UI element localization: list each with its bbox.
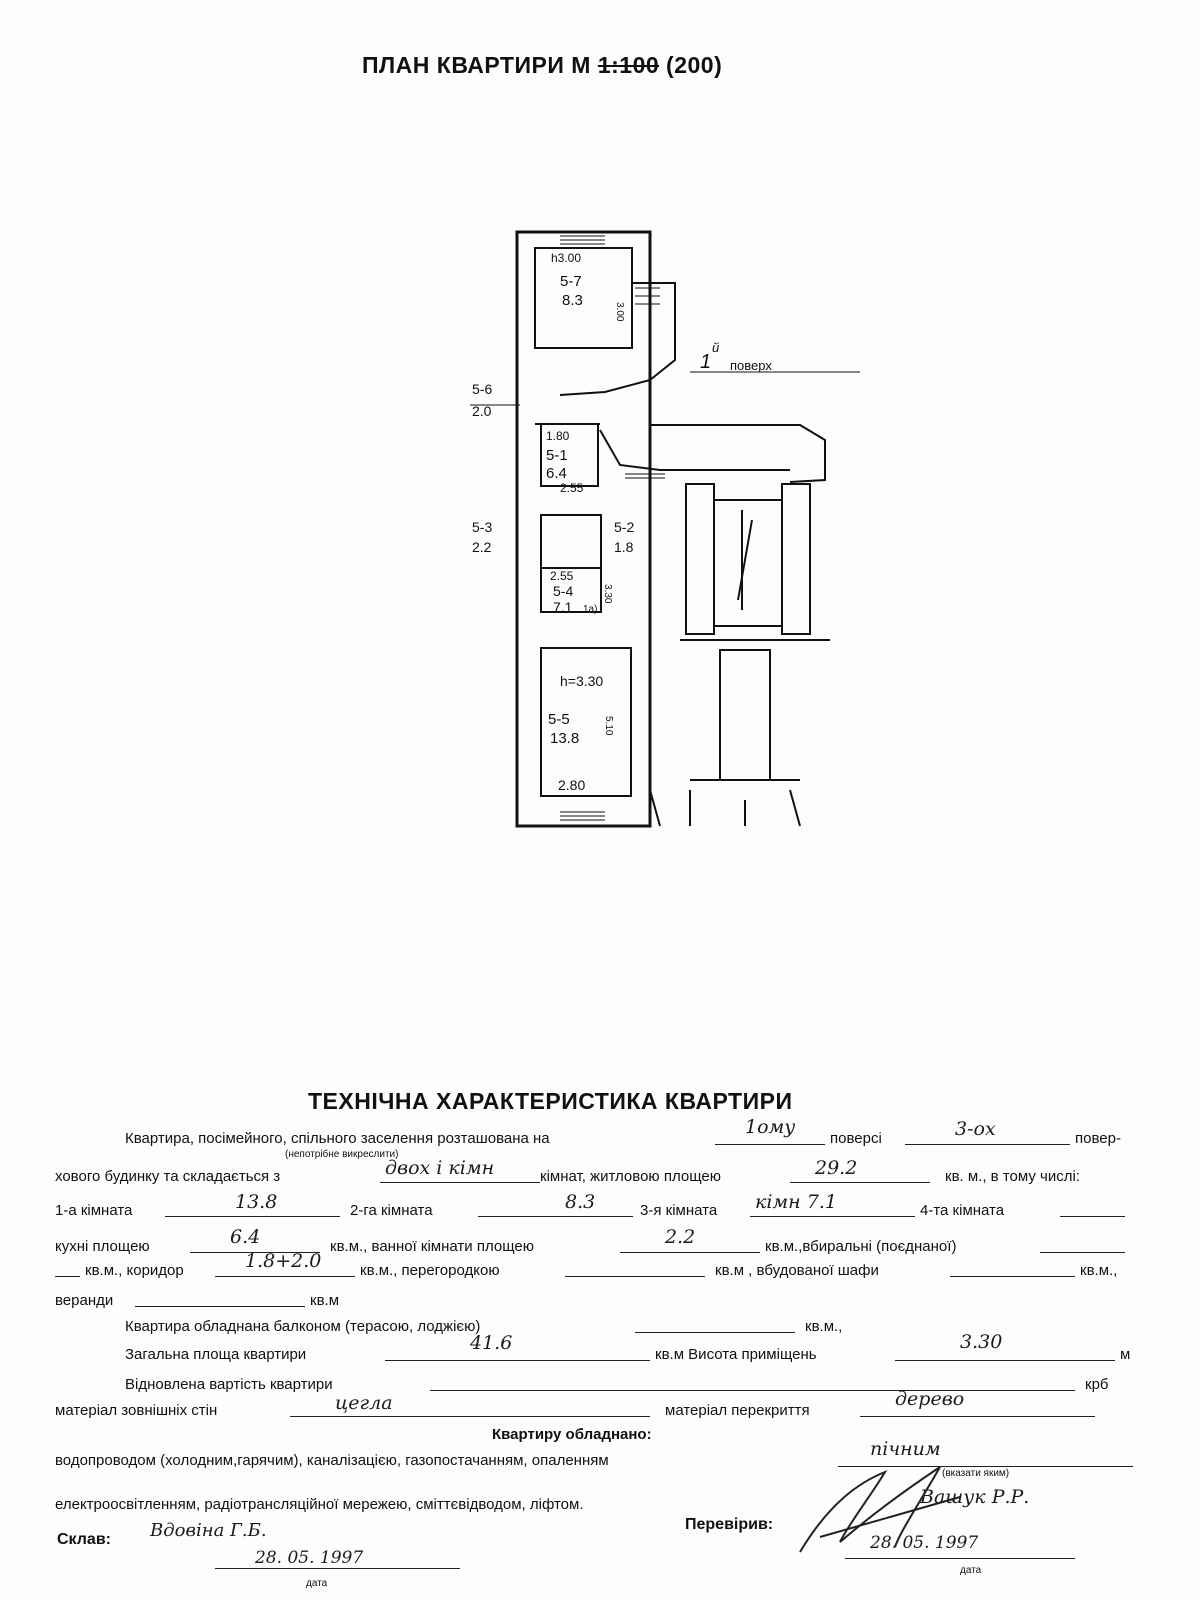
living-area-value: 29.2: [815, 1157, 858, 1179]
room-5-4-area: 7.1: [553, 599, 573, 615]
kitchen-label: кухні площею: [55, 1238, 150, 1255]
room-5-4-label: 1а): [583, 604, 598, 615]
ceiling-material-label: матеріал перекриття: [665, 1402, 810, 1419]
room-5-4-id: 5-4: [553, 583, 574, 599]
strike-note: (непотрібне викреслити): [285, 1149, 399, 1160]
restored-cost-suffix: крб: [1085, 1376, 1109, 1393]
checked-by-name: Вашук Р.Р.: [920, 1486, 1030, 1508]
room1-label: 1-а кімната: [55, 1202, 133, 1219]
restored-cost-label: Відновлена вартість квартири: [125, 1376, 333, 1393]
height-suffix: м: [1120, 1346, 1131, 1363]
floor-label-sup: й: [712, 340, 720, 355]
room-5-1-height: 1.80: [546, 429, 570, 443]
floor-label-number: 1: [700, 351, 712, 373]
room3-label: 3-я кімната: [640, 1202, 718, 1219]
room-5-4-dim: 2.55: [550, 569, 574, 583]
corridor-label: кв.м., коридор: [85, 1262, 184, 1279]
line-room-areas: [0, 1202, 1200, 1232]
floor-label: Квартира, посімейного, спільного заселення розташована на: [125, 1130, 550, 1147]
living-area-field: [790, 1168, 930, 1183]
heating-value: пічним: [870, 1438, 941, 1460]
height-label: кв.м Висота приміщень: [655, 1346, 817, 1363]
total-area-field: [385, 1346, 650, 1361]
room-5-6-id: 5-6: [472, 381, 493, 397]
composed-date-label: дата: [306, 1578, 328, 1589]
plan-title-text: ПЛАН КВАРТИРИ М: [362, 52, 591, 78]
toilet-field: [1040, 1238, 1125, 1253]
floor-label-word: поверх: [730, 358, 772, 373]
restored-cost-field: [430, 1376, 1075, 1391]
balcony-suffix: кв.м.,: [805, 1318, 843, 1335]
plan-scale: (200): [666, 52, 723, 78]
room3-value: кімн 7.1: [755, 1191, 837, 1213]
room-5-3-area: 2.2: [472, 539, 492, 555]
veranda-field: [135, 1292, 305, 1307]
composed-date-line: [215, 1568, 460, 1569]
floor-suffix: поверсі: [830, 1130, 882, 1147]
kitchen-value: 6.4: [230, 1226, 261, 1248]
room2-field: [478, 1202, 633, 1217]
room2-value: 8.3: [565, 1191, 596, 1213]
plan-scale-struck: 1:100: [597, 52, 660, 78]
wall-material-value: цегла: [335, 1392, 393, 1414]
height-field: [895, 1346, 1115, 1361]
rooms-value: двох і кімн: [385, 1157, 495, 1179]
line-rooms: [0, 1168, 1200, 1198]
room-5-1-dim: 2.55: [560, 481, 584, 495]
checked-date: 28. 05. 1997: [870, 1533, 979, 1553]
line-balcony: [0, 1318, 1200, 1348]
composed-date: 28. 05. 1997: [255, 1548, 364, 1568]
veranda-suffix: кв.м: [310, 1292, 340, 1309]
wardrobe-label: кв.м , вбудованої шафи: [715, 1262, 879, 1279]
checked-date-line: [845, 1558, 1075, 1559]
room1-value: 13.8: [235, 1191, 278, 1213]
room2-label: 2-га кімната: [350, 1202, 433, 1219]
room-5-4-height: 3.30: [602, 584, 613, 604]
living-area-suffix: кв. м., в тому числі:: [945, 1168, 1080, 1185]
utilities-label: водопроводом (холодним,гарячим), каналізацією, газопостачанням, опаленням: [55, 1452, 609, 1469]
room-5-7-note: h3.00: [551, 251, 582, 265]
rooms-label: хового будинку та складається з: [55, 1168, 281, 1185]
line-total-area: [0, 1346, 1200, 1376]
veranda-label: веранди: [55, 1292, 114, 1309]
floors-value: 3-ох: [955, 1118, 996, 1140]
room4-label: 4-та кімната: [920, 1202, 1005, 1219]
room-5-5-note: h=3.30: [560, 673, 604, 689]
room-5-2-area: 1.8: [614, 539, 634, 555]
corridor-value: 1.8+2.0: [245, 1250, 322, 1272]
room-5-6-area: 2.0: [472, 403, 492, 419]
bathroom-value: 2.2: [665, 1226, 696, 1248]
ceiling-material-value: дерево: [895, 1388, 965, 1410]
room-5-7-id: 5-7: [560, 273, 582, 290]
room-5-5-dim: 2.80: [558, 777, 586, 793]
total-area-label: Загальна площа квартири: [125, 1346, 307, 1363]
balcony-label: Квартира обладнана балконом (терасою, лоджією): [125, 1318, 481, 1335]
room-5-7-height: 3.00: [614, 302, 625, 322]
partition-label: кв.м., перегородкою: [360, 1262, 500, 1279]
total-area-value: 41.6: [470, 1332, 513, 1354]
floor-value: 1ому: [745, 1116, 796, 1138]
room-5-3-id: 5-3: [472, 519, 493, 535]
heating-note: (вказати яким): [942, 1468, 1010, 1479]
line-utilities: [0, 1452, 1200, 1482]
checked-by-label: Перевірив:: [685, 1516, 774, 1533]
line-floor: [0, 1130, 1200, 1160]
room-5-5-height: 5.10: [603, 716, 614, 736]
partition-field: [565, 1262, 705, 1277]
toilet-label: кв.м.,вбиральні (поєднаної): [765, 1238, 957, 1255]
equipped-heading: Квартиру обладнано:: [492, 1426, 652, 1443]
room-5-5-id: 5-5: [548, 711, 570, 728]
living-area-label: кімнат, житловою площею: [540, 1168, 721, 1185]
room-5-2-id: 5-2: [614, 519, 635, 535]
room-5-7-area: 8.3: [562, 292, 583, 309]
toilet-area-field: [55, 1262, 80, 1277]
bathroom-label: кв.м., ванної кімнати площею: [330, 1238, 534, 1255]
wardrobe-field: [950, 1262, 1075, 1277]
line-corridor: [0, 1262, 1200, 1292]
room-5-1-id: 5-1: [546, 447, 568, 464]
balcony-field: [635, 1318, 795, 1333]
tech-title: ТЕХНІЧНА ХАРАКТЕРИСТИКА КВАРТИРИ: [308, 1088, 793, 1114]
wall-material-label: матеріал зовнішніх стін: [55, 1402, 218, 1419]
room-5-5-area: 13.8: [550, 730, 580, 747]
wardrobe-suffix: кв.м.,: [1080, 1262, 1118, 1279]
checked-date-label: дата: [960, 1565, 982, 1576]
room-5-1-area: 6.4: [546, 465, 567, 482]
room4-field: [1060, 1202, 1125, 1217]
composed-by-name: Вдовіна Г.Б.: [150, 1520, 267, 1541]
composed-by-label: Склав:: [57, 1531, 111, 1548]
height-value: 3.30: [960, 1331, 1003, 1353]
electric-label: електроосвітленням, радіотрансляційної мережею, сміттєвідводом, ліфтом.: [55, 1496, 584, 1513]
floors-suffix: повер-: [1075, 1130, 1121, 1147]
